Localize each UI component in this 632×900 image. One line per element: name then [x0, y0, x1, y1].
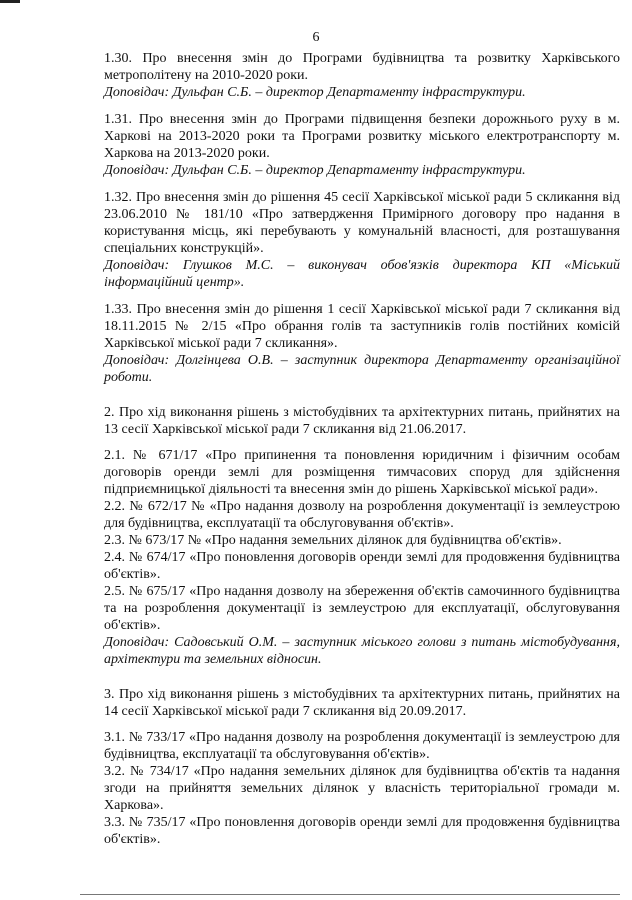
item-speaker: Доповідач: Дульфан С.Б. – директор Департаменту інфраструктури. — [104, 163, 526, 178]
section-sub-item: 2.2. № 672/17 № «Про надання дозволу на розроблення документації із землеустрою для будівництва, експлуатації та обслуговування об'єктів». — [104, 499, 620, 531]
agenda-item-1-32 — [104, 189, 620, 291]
item-text: 1.31. Про внесення змін до Програми підвищення безпеки дорожнього руху в м. Харкові на 2013-2020 роки та Програми розвитку міського електротранспорту м. Харкова на 2013-2020 роки. — [104, 112, 620, 161]
section-sub-item: 2.4. № 674/17 «Про поновлення договорів оренди землі для продовження будівництва об'єктів». — [104, 550, 620, 582]
item-speaker: Доповідач: Глушков М.С. – виконувач обов'язків директора КП «Міський інформаційний центр». — [104, 258, 620, 290]
page-number: 6 — [312, 30, 320, 45]
item-speaker: Доповідач: Долгінцева О.В. – заступник директора Департаменту організаційної роботи. — [104, 353, 620, 385]
section-sub-item: 3.1. № 733/17 «Про надання дозволу на розроблення документації із землеустрою для будівництва, експлуатації та обслуговування об'єктів». — [104, 730, 620, 762]
section-sub-item: 3.2. № 734/17 «Про надання земельних ділянок для будівництва об'єктів та надання згоди на прийняття земельних ділянок у власність територіальної громади м. Харкова». — [104, 764, 620, 813]
section-heading: 3. Про хід виконання рішень з містобудівних та архітектурних питань, прийнятих на 14 сесії Харківської міської ради 7 скликання від 20.09.2017. — [104, 687, 620, 719]
agenda-item-1-31 — [104, 111, 620, 179]
section-sub-item: 2.5. № 675/17 «Про надання дозволу на збереження об'єктів самочинного будівництва та на розроблення документації із землеустрою для експлуатації, обслуговування об'єктів». — [104, 584, 620, 633]
section-2 — [104, 404, 620, 668]
section-speaker: Доповідач: Садовський О.М. – заступник міського голови з питань містобудування, архітектури та земельних відносин. — [104, 635, 620, 667]
item-text: 1.30. Про внесення змін до Програми будівництва та розвитку Харківського метрополітену на 2010-2020 роки. — [104, 51, 620, 83]
footer-rule — [80, 894, 620, 895]
item-text: 1.32. Про внесення змін до рішення 45 сесії Харківської міської ради 5 скликання від 23.06.2010 № 181/10 «Про затвердження Примірного договору про надання в користування місць, які перебувають у комунальній власності, для розташування спеціальних конструкцій». — [104, 190, 620, 256]
corner-mark — [0, 0, 20, 3]
section-sub-item: 2.3. № 673/17 № «Про надання земельних ділянок для будівництва об'єктів». — [104, 533, 562, 548]
section-sub-item: 3.3. № 735/17 «Про поновлення договорів оренди землі для продовження будівництва об'єктів». — [104, 815, 620, 847]
agenda-item-1-33 — [104, 301, 620, 386]
document-body — [104, 50, 620, 858]
item-text: 1.33. Про внесення змін до рішення 1 сесії Харківської міської ради 7 скликання від 18.11.2015 № 2/15 «Про обрання голів та заступників голів постійних комісій Харківської міської ради 7 скликання». — [104, 302, 620, 351]
section-3 — [104, 686, 620, 848]
agenda-item-1-30 — [104, 50, 620, 101]
section-sub-item: 2.1. № 671/17 «Про припинення та поновлення юридичним і фізичним особам договорів оренди землі для розміщення тимчасових споруд для здійснення підприємницької діяльності та внесення змін до рішень Харківської міської ради». — [104, 448, 620, 497]
item-speaker: Доповідач: Дульфан С.Б. – директор Департаменту інфраструктури. — [104, 85, 526, 100]
section-heading: 2. Про хід виконання рішень з містобудівних та архітектурних питань, прийнятих на 13 сесії Харківської міської ради 7 скликання від 21.06.2017. — [104, 405, 620, 437]
